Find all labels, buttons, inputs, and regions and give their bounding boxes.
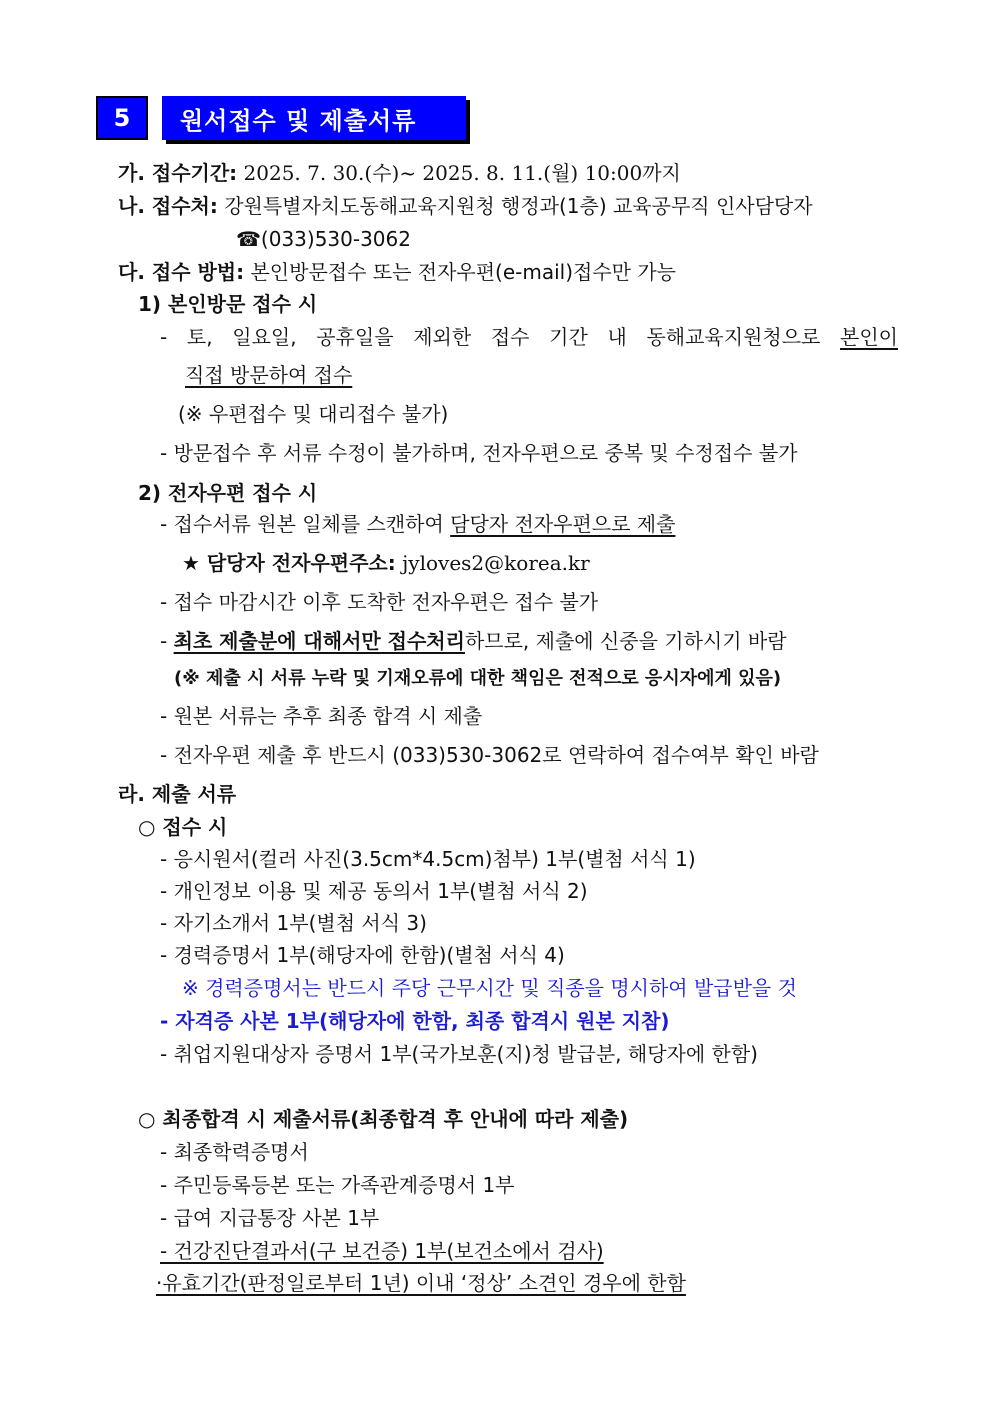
reception-method xyxy=(118,259,676,285)
document-item: - 자기소개서 1부(별첨 서식 3) xyxy=(160,911,427,935)
email-item-4: - 원본 서류는 추후 최종 합격 시 제출 xyxy=(160,704,483,728)
visit-note: (※ 우편접수 및 대리접수 불가) xyxy=(178,402,449,426)
reception-place-text: 강원특별자치도동해교육지원청 행정과(1층) 교육공무직 인사담당자 xyxy=(224,194,813,218)
final-pass-title: ○ 최종합격 시 제출서류(최종합격 후 안내에 따라 제출) xyxy=(138,1107,629,1131)
reception-period-text: 2025. 7. 30.(수)~ 2025. 8. 11.(월) 10:00까지 xyxy=(243,161,681,185)
visit-item-1 xyxy=(160,324,898,350)
reception-period xyxy=(118,160,681,186)
documents-heading: 라. 제출 서류 xyxy=(118,782,237,806)
email-address-label: ★ 담당자 전자우편주소: xyxy=(182,551,396,575)
validity-note: ·유효기간(판정일로부터 1년) 이내 ‘정상’ 소견인 경우에 한함 xyxy=(156,1271,686,1295)
health-certificate-item: - 건강진단결과서(구 보건증) 1부(보건소에서 검사) xyxy=(160,1239,604,1263)
reception-method-text: 본인방문접수 또는 전자우편(e-mail)접수만 가능 xyxy=(250,260,676,284)
document-item: - 경력증명서 1부(해당자에 한함)(별첨 서식 4) xyxy=(160,943,565,967)
section-number-badge: 5 xyxy=(96,96,148,140)
email-item-3-dash: - xyxy=(160,629,174,653)
reception-method-label: 다. 접수 방법: xyxy=(118,260,245,284)
document-item: - 응시원서(컬러 사진(3.5cm*4.5cm)첨부) 1부(별첨 서식 1) xyxy=(160,847,696,871)
document-item: - 개인정보 이용 및 제공 동의서 1부(별첨 서식 2) xyxy=(160,879,588,903)
contact-phone: ☎(033)530-3062 xyxy=(236,227,411,251)
career-certificate-note: ※ 경력증명서는 반드시 주당 근무시간 및 직종을 명시하여 발급받을 것 xyxy=(182,976,797,1000)
email-address-line xyxy=(182,550,590,576)
employment-support-item: - 취업지원대상자 증명서 1부(국가보훈(지)청 발급분, 해당자에 한함) xyxy=(160,1042,758,1066)
reception-period-label: 가. 접수기간: xyxy=(118,161,238,185)
visit-item-1-text: - 토, 일요일, 공휴일을 제외한 접수 기간 내 동해교육지원청으로 xyxy=(160,325,841,349)
reception-place xyxy=(118,193,813,219)
email-item-1-text: - 접수서류 원본 일체를 스캔하여 xyxy=(160,512,451,536)
on-reception-title: ○ 접수 시 xyxy=(138,815,228,839)
final-document-item: - 최종학력증명서 xyxy=(160,1140,309,1164)
email-item-5: - 전자우편 제출 후 반드시 (033)530-3062로 연락하여 접수여부 확인 바람 xyxy=(160,743,819,767)
visit-submission-title: 1) 본인방문 접수 시 xyxy=(138,292,318,316)
reception-place-label: 나. 접수처: xyxy=(118,194,218,218)
section-title: 원서접수 및 제출서류 xyxy=(162,96,466,140)
email-item-3-text: 하므로, 제출에 신중을 기하시기 바람 xyxy=(464,629,787,653)
email-note: (※ 제출 시 서류 누락 및 기재오류에 대한 책임은 전적으로 응시자에게 있음) xyxy=(174,668,782,689)
email-address[interactable]: jyloves2@korea.kr xyxy=(402,551,590,575)
final-document-item: - 급여 지급통장 사본 1부 xyxy=(160,1206,380,1230)
email-item-2: - 접수 마감시간 이후 도착한 전자우편은 접수 불가 xyxy=(160,590,599,614)
email-item-1-underlined: 담당자 전자우편으로 제출 xyxy=(450,512,676,536)
email-submission-title: 2) 전자우편 접수 시 xyxy=(138,481,318,505)
email-item-3 xyxy=(160,628,787,654)
visit-item-2: - 방문접수 후 서류 수정이 불가하며, 전자우편으로 중복 및 수정접수 불가 xyxy=(160,441,798,465)
visit-item-1-continued: 직접 방문하여 접수 xyxy=(185,363,353,387)
license-item: - 자격증 사본 1부(해당자에 한함, 최종 합격시 원본 지참) xyxy=(160,1009,670,1033)
email-item-3-emphasis: 최초 제출분에 대해서만 접수처리 xyxy=(173,629,465,653)
email-item-1 xyxy=(160,511,675,537)
final-document-item: - 주민등록등본 또는 가족관계증명서 1부 xyxy=(160,1173,515,1197)
visit-item-1-underlined: 본인이 xyxy=(840,325,898,349)
